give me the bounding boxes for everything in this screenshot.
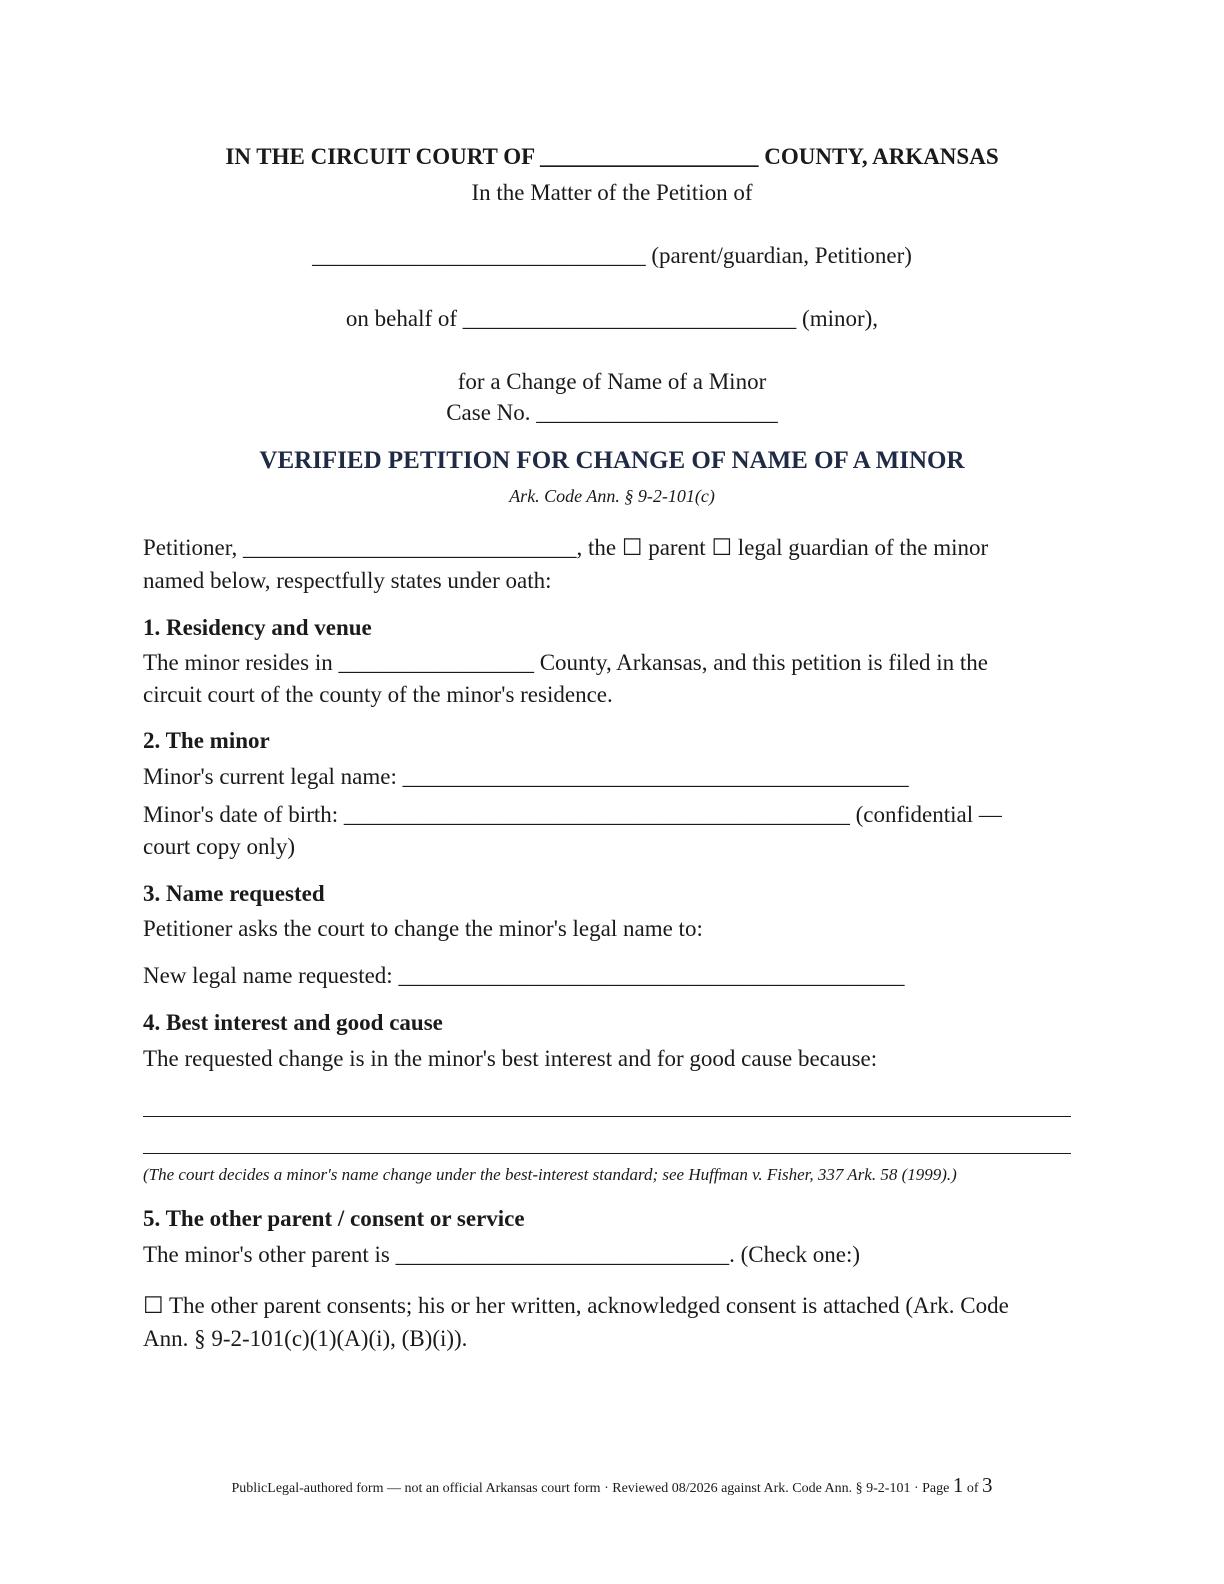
minor-current-name-line: Minor's current legal name: ____________________________________________ [143, 764, 909, 789]
intro-line-1: Petitioner, _____________________________, the ☐ parent ☐ legal guardian of the minor [143, 535, 989, 560]
statute-citation: Ark. Code Ann. § 9-2-101(c) [509, 486, 715, 506]
page-footer [0, 1473, 1224, 1501]
new-name-line: New legal name requested: ____________________________________________ [143, 963, 905, 988]
minor-dob-line-2: court copy only) [143, 834, 296, 859]
section-3-heading: 3. Name requested [143, 881, 325, 906]
section-3-line-1: Petitioner asks the court to change the minor's legal name to: [143, 916, 703, 941]
section-5-line-1: The minor's other parent is _____________________________. (Check one:) [143, 1242, 861, 1267]
case-number-line: Case No. _____________________ [446, 400, 778, 425]
good-cause-blank-line-2 [143, 1153, 1071, 1154]
for-change-line: for a Change of Name of a Minor [457, 369, 767, 394]
document-title: VERIFIED PETITION FOR CHANGE OF NAME OF A MINOR [259, 447, 965, 474]
section-1-heading: 1. Residency and venue [143, 615, 372, 640]
section-1-line-2: circuit court of the county of the minor's residence. [143, 682, 613, 707]
consent-option-line-1: ☐ The other parent consents; his or her written, acknowledged consent is attached (Ark. Code [143, 1293, 1009, 1318]
minor-dob-line: Minor's date of birth: ____________________________________________ (confidential — [143, 802, 1002, 827]
petitioner-field-line: _____________________________ (parent/guardian, Petitioner) [312, 243, 912, 268]
consent-option-line-2: Ann. § 9-2-101(c)(1)(A)(i), (B)(i)). [143, 1326, 468, 1351]
footer-text: PublicLegal-authored form — not an official Arkansas court form · Reviewed 08/2026 against Ark. Code Ann. § 9-2-101 · Page [231, 1481, 953, 1496]
section-1-line-1: The minor resides in _________________ County, Arkansas, and this petition is filed in the [143, 650, 988, 675]
section-2-heading: 2. The minor [143, 728, 270, 753]
best-interest-note: (The court decides a minor's name change under the best-interest standard; see Huffman v. Fisher, 337 Ark. 58 (1999).) [143, 1165, 957, 1184]
section-5-heading: 5. The other parent / consent or service [143, 1206, 525, 1231]
matter-line: In the Matter of the Petition of [471, 180, 753, 205]
section-4-heading: 4. Best interest and good cause [143, 1010, 443, 1035]
court-heading: IN THE CIRCUIT COURT OF ___________________ COUNTY, ARKANSAS [225, 144, 999, 169]
page-current: 1 [952, 1473, 964, 1497]
intro-line-2: named below, respectfully states under oath: [143, 568, 552, 593]
on-behalf-of-line: on behalf of _____________________________ (minor), [345, 306, 879, 331]
page-of: of [963, 1481, 983, 1496]
section-4-line-1: The requested change is in the minor's best interest and for good cause because: [143, 1046, 878, 1071]
page-total: 3 [982, 1473, 993, 1497]
good-cause-blank-line-1 [143, 1116, 1071, 1117]
